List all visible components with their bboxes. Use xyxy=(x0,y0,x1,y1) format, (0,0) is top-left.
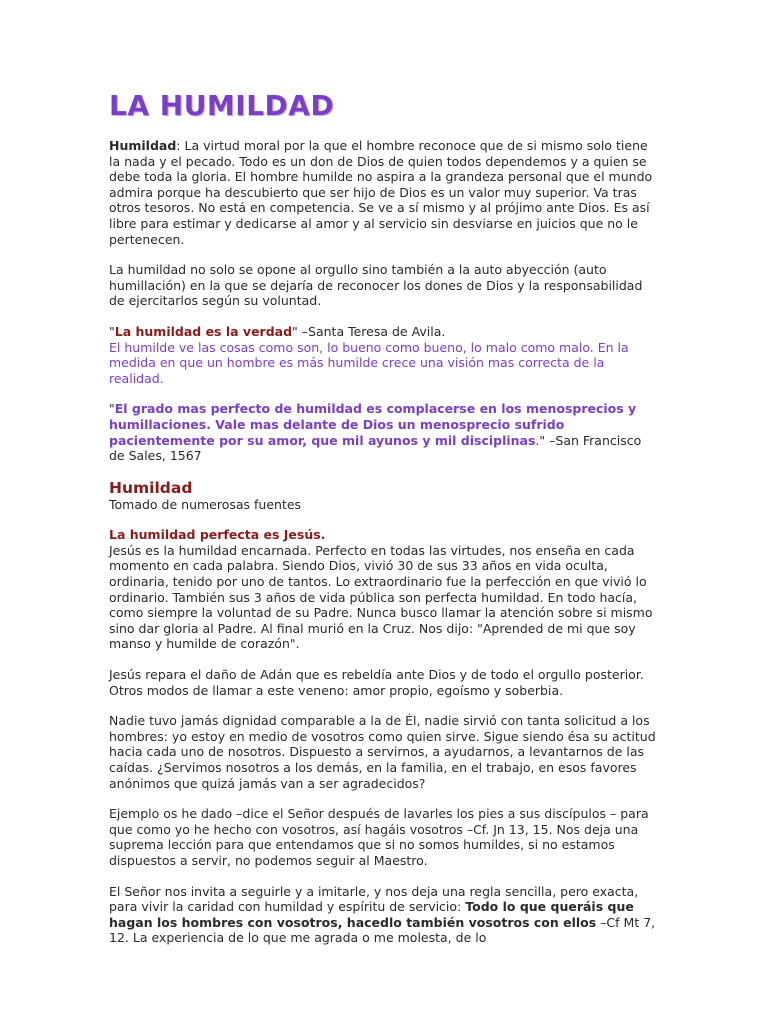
jesus-heading: La humildad perfecta es Jesús. xyxy=(109,527,326,543)
intro-text: : La virtud moral por la que el hombre reconoce que de si mismo solo tiene la nada y el pecado. Todo es un don de Dios de quien todos dependemos y a quien se debe toda la gloria. El hombre humilde no aspira a la grandeza personal que el mundo admira porque ha descubierto que ser hijo de Dios es un valor muy superior. Va tras otros tesoros. No está en competencia. Se ve a sí mismo y al prójimo ante Dios. Es así libre para estimar y dedicarse al amor y al servicio sin desviarse en juicios que no le pertenecen. xyxy=(109,138,653,247)
quote1-text: La humildad es la verdad xyxy=(114,323,293,339)
paragraph-auto-abyeccion: La humildad no solo se opone al orgullo sino también a la auto abyección (auto humillación) en la que se dejaría de reconocer los dones de Dios y la responsabilidad de ejercitarlos según su voluntad. xyxy=(109,262,643,309)
senor-after: –Cf Mt 7, 12. La experiencia de lo que me agrada o me molesta, de lo xyxy=(109,914,656,946)
section-heading: Humildad xyxy=(109,478,193,497)
jesus-text: Jesús es la humildad encarnada. Perfecto en todas las virtudes, nos enseña en cada momento en cada palabra. Siendo Dios, vivió 30 de sus 33 años en vida oculta, ordinaria, tenido por uno de tantos. Lo extraordinario fue la perfección en que vivió lo ordinario. También sus 3 años de vida pública son perfecta humildad. En todo hacía, como siempre la voluntad de su Padre. Nunca busco llamar la atención sobre si mismo sino dar gloria al Padre. Al final murió en la Cruz. Nos dijo: "Aprended de mi que soy manso y humilde de corazón". xyxy=(109,542,653,652)
paragraph-jesus xyxy=(109,527,657,652)
quote2-text: El grado mas perfecto de humildad es complacerse en los menosprecios y humillaciones. Vale mas delante de Dios un menosprecio sufrido pacientemente por su amor, que mil ayunos y mil disciplinas xyxy=(109,401,637,448)
paragraph-senor xyxy=(109,884,657,946)
quote1-author: –Santa Teresa de Avila. xyxy=(297,323,446,339)
quote2-author: –San Francisco de Sales, 1567 xyxy=(109,432,642,464)
senor-rule: Todo lo que queráis que hagan los hombres con vosotros, hacedlo también vosotros con ellos xyxy=(109,899,634,930)
paragraph-adan: Jesús repara el daño de Adán que es rebeldía ante Dios y de todo el orgullo posterior. Otros modos de llamar a este veneno: amor propio, egoísmo y soberbia. xyxy=(109,667,644,698)
quote1-close: " xyxy=(292,323,298,339)
paragraph-nadie: Nadie tuvo jamás dignidad comparable a la de Él, nadie sirvió con tanta solicitud a los hombres: yo estoy en medio de vosotros como quien sirve. Sigue siendo ésa su actitud hacia cada uno de nosotros. Dispuesto a servirnos, a ayudarnos, a levantarnos de las caídas. ¿Servimos nosotros a los demás, en la familia, en el trabajo, en esos favores anónimos que quizá jamás van a ser agradecidos? xyxy=(109,713,656,791)
quote-santa-teresa xyxy=(109,324,657,386)
section-source: Tomado de numerosas fuentes xyxy=(109,496,302,512)
senor-before: El Señor nos invita a seguirle y a imitarle, y nos deja una regla sencilla, pero exacta, para vivir la caridad con humildad y espíritu de servicio: xyxy=(109,883,639,915)
paragraph-ejemplo: Ejemplo os he dado –dice el Señor después de lavarles los pies a sus discípulos – para que como yo he hecho con vosotros, así hagáis vosotros –Cf. Jn 13, 15. Nos deja una suprema lección para que entendamos que si no somos humildes, si no estamos dispuestos a servir, no podemos seguir al Maestro. xyxy=(109,806,649,868)
quote2-open: " xyxy=(109,401,115,417)
quote1-explanation: El humilde ve las cosas como son, lo bueno como bueno, lo malo como malo. En la medida en que un hombre es más humilde crece una visión mas correcta de la realidad. xyxy=(109,339,629,386)
intro-paragraph xyxy=(109,138,657,247)
quote-san-francisco xyxy=(109,401,657,463)
quote2-close: ." xyxy=(535,432,546,448)
intro-term: Humildad xyxy=(109,138,177,153)
quote1-open: " xyxy=(109,323,115,339)
document-page xyxy=(109,88,657,961)
document-title: LA HUMILDAD xyxy=(109,89,335,122)
